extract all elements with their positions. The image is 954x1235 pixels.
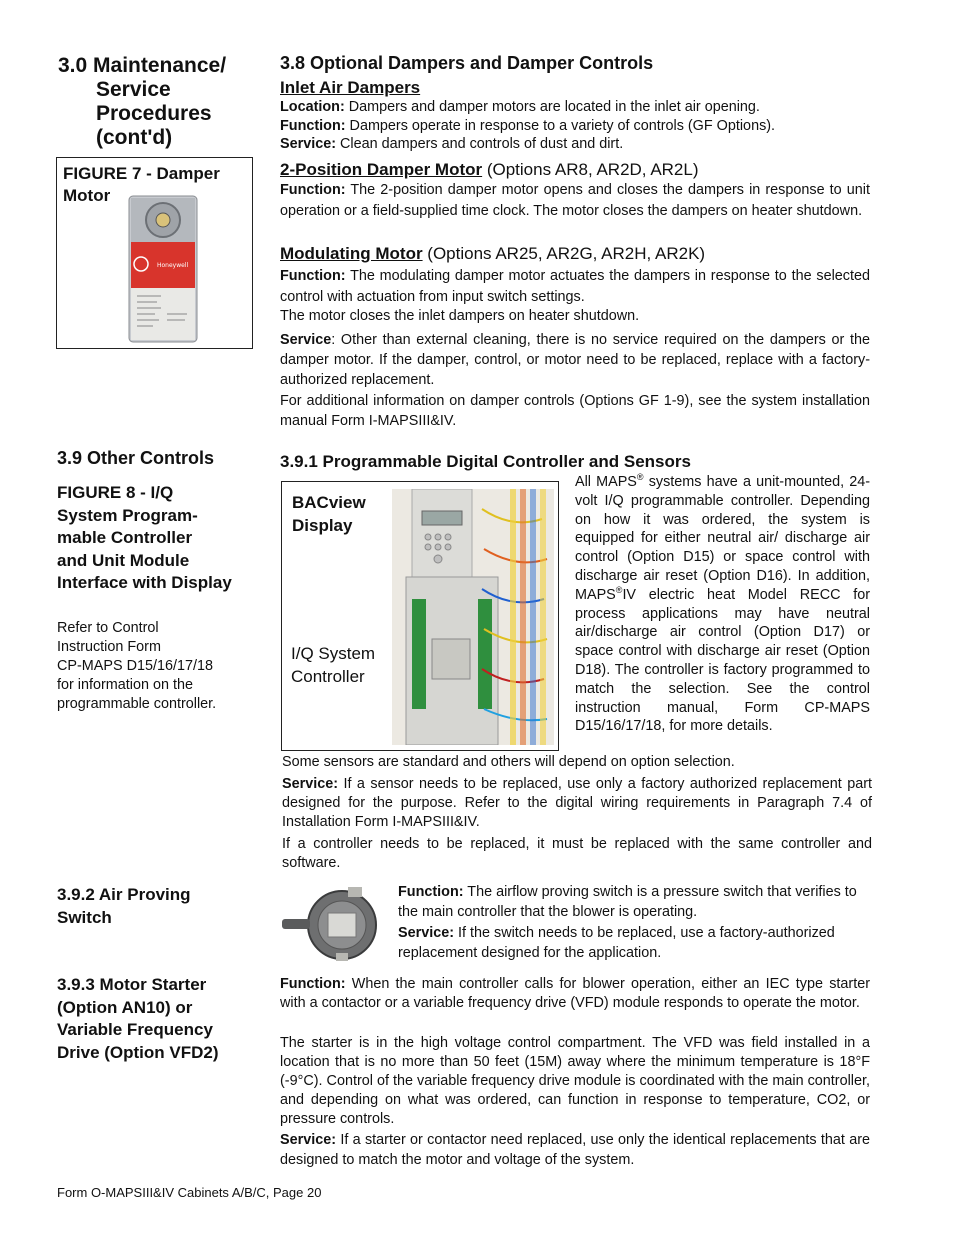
controller-replace-text: If a controller needs to be replaced, it must be replaced with the same controller and software. <box>282 836 872 871</box>
service-text: If a starter or contactor need replaced, use only the identical replacements that are designed to match the motor and voltage of the system. <box>280 1132 870 1168</box>
figure8-caption-line: and Unit Module <box>57 550 190 570</box>
bacview-label-line: Display <box>292 516 353 535</box>
service-text: : Other than external cleaning, there is no service required on the dampers or the damper motor. If the damper, control, or motor need to be replaced, replace with a factory-authorized replacement. <box>280 332 870 388</box>
maps-text: IV electric heat Model RECC for process applications may have neutral air/discharge air control (Option D17) or space control with discharge air reset (Option D18). The controller is factory programmed to match the selection. See the control instruction manual, Form CP-MAPS D15/16/17/18, for more details. <box>575 586 870 735</box>
air-proving-title <box>57 884 257 929</box>
other-controls-title: 3.9 Other Controls <box>57 448 215 468</box>
refer-text-line: CP-MAPS D15/16/17/18 <box>57 658 213 674</box>
s391-right-col <box>575 473 870 736</box>
inlet-dampers-title: Inlet Air Dampers <box>280 78 421 97</box>
refer-text-line: Refer to Control <box>57 620 159 636</box>
figure7-box <box>56 157 253 349</box>
page-footer: Form O-MAPSIII&IV Cabinets A/B/C, Page 20 <box>57 1185 322 1200</box>
inlet-location <box>280 98 870 117</box>
modulating-function <box>280 266 870 307</box>
s392-service <box>398 924 870 963</box>
service-label: Service: <box>280 1132 337 1148</box>
inlet-function <box>280 117 870 136</box>
modulating-options: (Options AR25, AR2G, AR2H, AR2K) <box>422 244 706 263</box>
maps-text: systems have a unit-mounted, 24-volt I/Q programmable controller. Depending on how it was ordered, the system is equipped for either neutral air/ discharge air control (Option D15) or space control with discharge air reset (Option D16). In addition, MAPS <box>575 474 871 603</box>
section-title-line: (cont'd) <box>96 126 173 149</box>
additional-info: For additional information on damper controls (Options GF 1-9), see the system installation manual Form I-MAPSIII&IV. <box>280 393 870 429</box>
service-label: Service: <box>398 925 455 941</box>
controller-photo <box>392 489 554 745</box>
function-label: Function: <box>398 884 464 900</box>
refer-text-line: Instruction Form <box>57 639 161 655</box>
iq-controller-label <box>291 642 375 688</box>
service-label: Service: <box>280 136 337 152</box>
motor-starter-title-line: Variable Frequency <box>57 1020 213 1039</box>
motor-starter-title-line: (Option AN10) or <box>57 997 193 1017</box>
motor-starter-title-line: 3.9.3 Motor Starter <box>57 975 207 994</box>
inlet-service <box>280 135 870 154</box>
section-title-line: 3.0 Maintenance/ <box>58 54 227 77</box>
service-text: If a sensor needs to be replaced, use only a factory authorized replacement part designed for the purpose. Refer to the digital wiring requirements in Paragraph 7.4 of Installation Form I-MAPSIII&IV. <box>282 776 872 830</box>
location-text: Dampers and damper motors are located in the inlet air opening. <box>344 99 760 115</box>
inlet-dampers-body <box>280 98 870 154</box>
service-label: Service <box>280 332 332 348</box>
figure8-box <box>281 481 559 751</box>
function-label: Function: <box>280 117 346 134</box>
modulating-function-2: The motor closes the inlet dampers on heater shutdown. <box>280 308 640 324</box>
registered-mark: ® <box>615 584 623 595</box>
motor-starter-title <box>57 974 267 1064</box>
figure8-caption-line: mable Controller <box>57 528 193 547</box>
air-proving-title-line: Switch <box>57 907 112 927</box>
s393-service <box>280 1131 870 1170</box>
refer-text-line: programmable controller. <box>57 696 217 712</box>
two-position-function <box>280 180 870 221</box>
refer-text <box>57 619 257 714</box>
s393-function <box>280 975 870 1013</box>
service-text: If the switch needs to be replaced, use a factory-authorized replacement designed for the application. <box>398 925 835 961</box>
function-label: Function: <box>280 182 346 198</box>
function-text: Dampers operate in response to a variety of controls (GF Options). <box>345 117 776 134</box>
function-text: The airflow proving switch is a pressure switch that verifies to the main controller that the blower is operating. <box>398 884 857 920</box>
registered-mark: ® <box>636 472 644 483</box>
iq-label-line: Controller <box>291 667 365 686</box>
s392-function <box>398 883 870 922</box>
motor-starter-title-line: Drive (Option VFD2) <box>57 1042 219 1062</box>
s392-body <box>398 883 870 963</box>
pressure-switch-image <box>278 883 390 963</box>
damper-motor-image <box>127 194 199 344</box>
function-text: When the main controller calls for blower operation, either an IEC type starter with a contactor or a variable frequency drive (VFD) module responds to operate the motor. <box>280 976 870 1011</box>
section-title-line: Procedures <box>96 102 212 125</box>
two-position-options: (Options AR8, AR2D, AR2L) <box>482 160 699 179</box>
function-text: The 2-position damper motor opens and closes the dampers in response to unit operation or a field-supplied time clock. The motor closes the dampers on heater shutdown. <box>280 182 870 219</box>
sensors-text: Some sensors are standard and others will depend on option selection. <box>282 754 735 770</box>
figure8-caption-line: FIGURE 8 - I/Q <box>57 483 174 502</box>
function-text: The modulating damper motor actuates the dampers in response to the selected control with actuation from input switch settings. <box>280 268 870 305</box>
two-position-title-text: 2-Position Damper Motor <box>280 160 483 179</box>
location-label: Location: <box>280 99 345 115</box>
bacview-display-label <box>292 491 366 537</box>
maps-text: All MAPS <box>575 474 637 490</box>
function-label: Function: <box>280 976 346 992</box>
figure8-caption-line: System Program- <box>57 505 198 525</box>
function-label: Function: <box>280 268 346 284</box>
s393-starter: The starter is in the high voltage control compartment. The VFD was field installed in a location that is no more than 50 feet (15M) away where the minimum temperature is 18°F (-9°C). Control of the variable frequency drive module is coordinated with the main controller, and depending on what was ordered, can function in response to temperature, CO2, or pressure controls. <box>280 1035 870 1127</box>
modulating-title-text: Modulating Motor <box>280 244 423 263</box>
modulating-title <box>280 244 705 264</box>
figure7-caption: FIGURE 7 - Damper Motor <box>63 164 220 205</box>
figure8-caption-line: Interface with Display <box>57 573 232 592</box>
air-proving-title-line: 3.9.2 Air Proving <box>57 885 191 904</box>
refer-text-line: for information on the <box>57 677 193 693</box>
modulating-service <box>280 330 870 390</box>
service-label: Service: <box>282 776 339 792</box>
section-title <box>58 54 258 150</box>
s391-title: 3.9.1 Programmable Digital Controller and Sensors <box>280 452 691 471</box>
bacview-label-line: BACview <box>292 493 366 512</box>
s38-title: 3.8 Optional Dampers and Damper Controls <box>280 53 654 73</box>
section-title-line: Service <box>96 78 171 101</box>
s391-service <box>282 775 872 832</box>
iq-label-line: I/Q System <box>291 644 376 663</box>
figure7-brand: Honeywell <box>157 262 189 269</box>
figure8-caption <box>57 482 257 595</box>
service-text: Clean dampers and controls of dust and dirt. <box>336 136 624 152</box>
two-position-title <box>280 160 699 180</box>
